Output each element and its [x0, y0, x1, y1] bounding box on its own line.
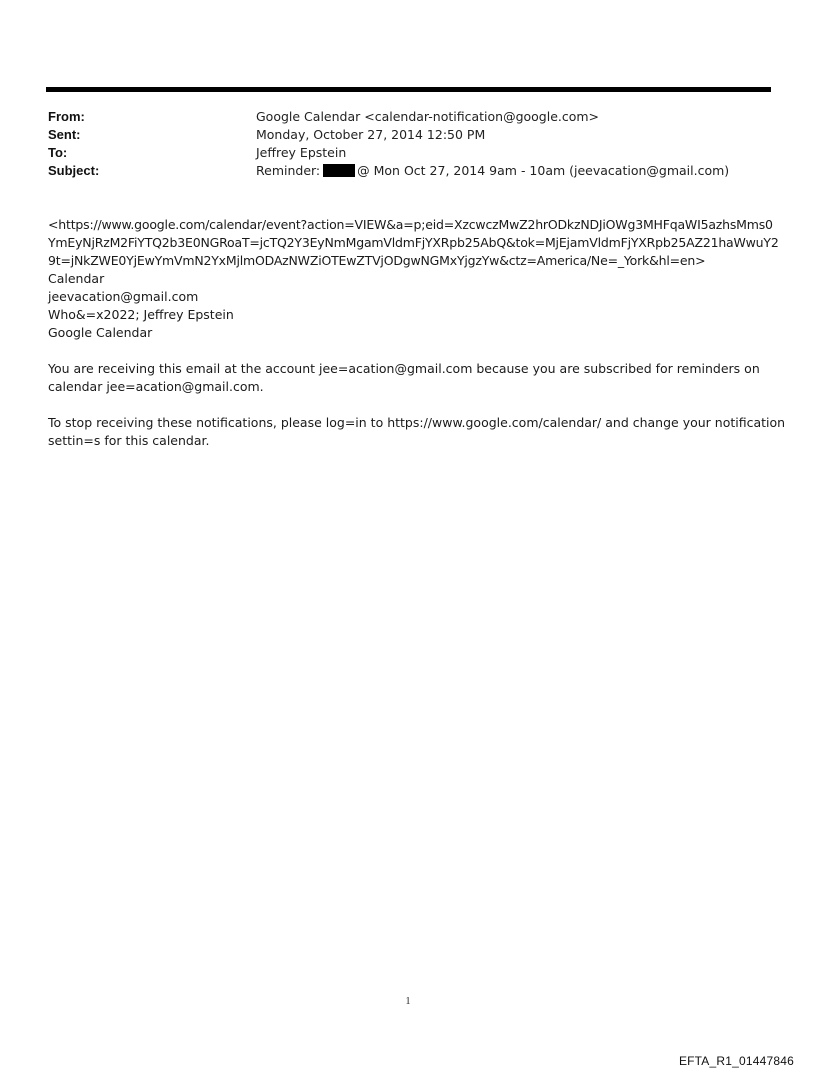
to-label: To:	[48, 145, 68, 160]
subject-value	[256, 162, 729, 180]
event-url-line-2[interactable]: YmEyNjRzM2FiYTQ2b3E0NGRoaT=jcTQ2Y3EyNmMgamVldmFjYXRpb25AbQ&tok=MjEjamVldmFjYXRpb25AZ21haWwuY2	[48, 235, 779, 250]
event-url-line-1[interactable]: <https://www.google.com/calendar/event?action=VIEW&a=p;eid=XzcwczMwZ2hrODkzNDJiOWg3MHFqaWI5azhsMms0	[48, 217, 773, 232]
sent-value: Monday, October 27, 2014 12:50 PM	[256, 127, 486, 142]
page-number: 1	[405, 996, 411, 1007]
stop-notice	[48, 414, 786, 450]
from-row	[48, 108, 768, 126]
stop-notice-line-2: settin=s for this calendar.	[48, 433, 210, 448]
receiving-notice-line-2: calendar jee=acation@gmail.com.	[48, 379, 264, 394]
receiving-notice-line-1: You are receiving this email at the account jee=acation@gmail.com because you are subscribed for reminders on	[48, 361, 760, 376]
sent-label: Sent:	[48, 127, 81, 142]
email-body	[48, 216, 786, 450]
receiving-notice	[48, 360, 773, 396]
calendar-email: jeevacation@gmail.com	[48, 289, 199, 304]
redaction-box	[323, 164, 355, 177]
from-value: Google Calendar <calendar-notification@google.com>	[256, 109, 600, 124]
subject-label: Subject:	[48, 163, 100, 178]
subject-prefix: Reminder:	[256, 163, 321, 178]
email-header	[48, 108, 768, 180]
from-label: From:	[48, 109, 85, 124]
document-id: EFTA_R1_01447846	[678, 1054, 794, 1068]
subject-suffix: @ Mon Oct 27, 2014 9am - 10am (jeevacation@gmail.com)	[357, 163, 730, 178]
calendar-label: Calendar	[48, 271, 105, 286]
to-value: Jeffrey Epstein	[256, 145, 347, 160]
to-row	[48, 144, 768, 162]
sent-row	[48, 126, 768, 144]
google-calendar-signature: Google Calendar	[48, 325, 153, 340]
stop-notice-line-1: To stop receiving these notifications, please log=in to https://www.google.com/calendar/ and change your notification	[48, 415, 786, 430]
who-line: Who&=x2022; Jeffrey Epstein	[48, 307, 234, 322]
subject-row	[48, 162, 768, 180]
header-divider	[46, 87, 771, 92]
event-url-line-3[interactable]: 9t=jNkZWE0YjEwYmVmN2YxMjlmODAzNWZiOTEwZTVjODgwNGMxYjgzYw&ctz=America/Ne=_York&hl=en>	[48, 253, 706, 268]
